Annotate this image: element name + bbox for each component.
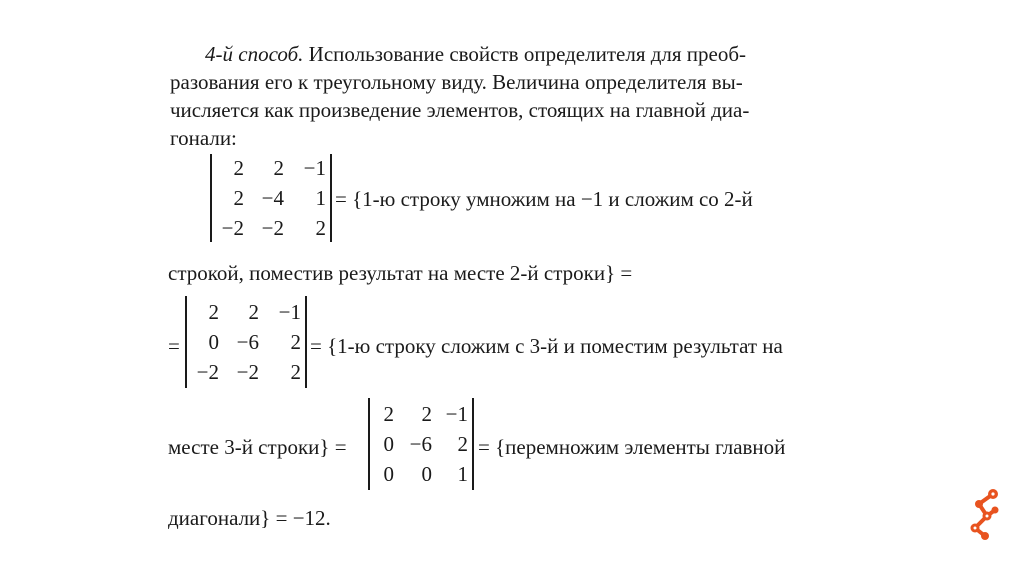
matrix-cell: −6 xyxy=(409,432,432,456)
intro-line-1 xyxy=(205,44,746,65)
matrix-cell: 0 xyxy=(208,330,219,354)
det-left-bar xyxy=(185,296,187,388)
matrix-cell: 2 xyxy=(315,216,326,240)
intro-line-1-text: Использование свойств определителя для преоб- xyxy=(303,42,747,66)
matrix-cell: −2 xyxy=(221,216,244,240)
det3-before-text: месте 3-й строки} = xyxy=(168,435,347,459)
matrix-cell: −4 xyxy=(261,186,284,210)
det-right-bar xyxy=(305,296,307,388)
matrix-cell: 2 xyxy=(290,330,301,354)
intro-line-3: числяется как произведение элементов, стоящих на главной диа- xyxy=(170,98,750,122)
method-label: 4-й способ. xyxy=(205,42,304,66)
matrix-cell: 2 xyxy=(383,402,394,426)
det-right-bar xyxy=(330,154,332,242)
matrix-cell: 2 xyxy=(208,300,219,324)
matrix-cell: −1 xyxy=(278,300,301,324)
det-left-bar xyxy=(368,398,370,490)
matrix-cell: 0 xyxy=(383,462,394,486)
intro-line-4: гонали: xyxy=(170,126,237,150)
matrix-cell: 1 xyxy=(457,462,468,486)
matrix-cell: 2 xyxy=(457,432,468,456)
determinant-1 xyxy=(210,154,332,242)
matrix-cell: −1 xyxy=(445,402,468,426)
matrix-cell: 1 xyxy=(315,186,326,210)
line-b: строкой, поместив результат на месте 2-й строки} = xyxy=(168,261,633,285)
det3-after-text: = {перемножим элементы главной xyxy=(478,435,786,459)
det2-before-text: = xyxy=(168,334,180,358)
determinant-3 xyxy=(368,398,474,490)
molecule-logo-icon xyxy=(965,486,1005,542)
matrix-cell: −2 xyxy=(261,216,284,240)
matrix-cell: −1 xyxy=(303,156,326,180)
determinant-2 xyxy=(185,296,307,388)
det2-after-text: = {1-ю строку сложим с 3-й и поместим результат на xyxy=(310,334,783,358)
matrix-cell: 2 xyxy=(290,360,301,384)
matrix-cell: −2 xyxy=(236,360,259,384)
det-left-bar xyxy=(210,154,212,242)
det1-after-text: = {1-ю строку умножим на −1 и сложим со 2-й xyxy=(335,187,753,211)
intro-line-2: разования его к треугольному виду. Величина определителя вы- xyxy=(170,70,743,94)
matrix-cell: 2 xyxy=(233,156,244,180)
matrix-cell: 0 xyxy=(421,462,432,486)
matrix-cell: 2 xyxy=(421,402,432,426)
matrix-cell: −2 xyxy=(196,360,219,384)
det-right-bar xyxy=(472,398,474,490)
matrix-cell: 0 xyxy=(383,432,394,456)
matrix-cell: 2 xyxy=(248,300,259,324)
matrix-cell: −6 xyxy=(236,330,259,354)
matrix-cell: 2 xyxy=(233,186,244,210)
matrix-cell: 2 xyxy=(273,156,284,180)
final-line: диагонали} = −12. xyxy=(168,506,331,530)
